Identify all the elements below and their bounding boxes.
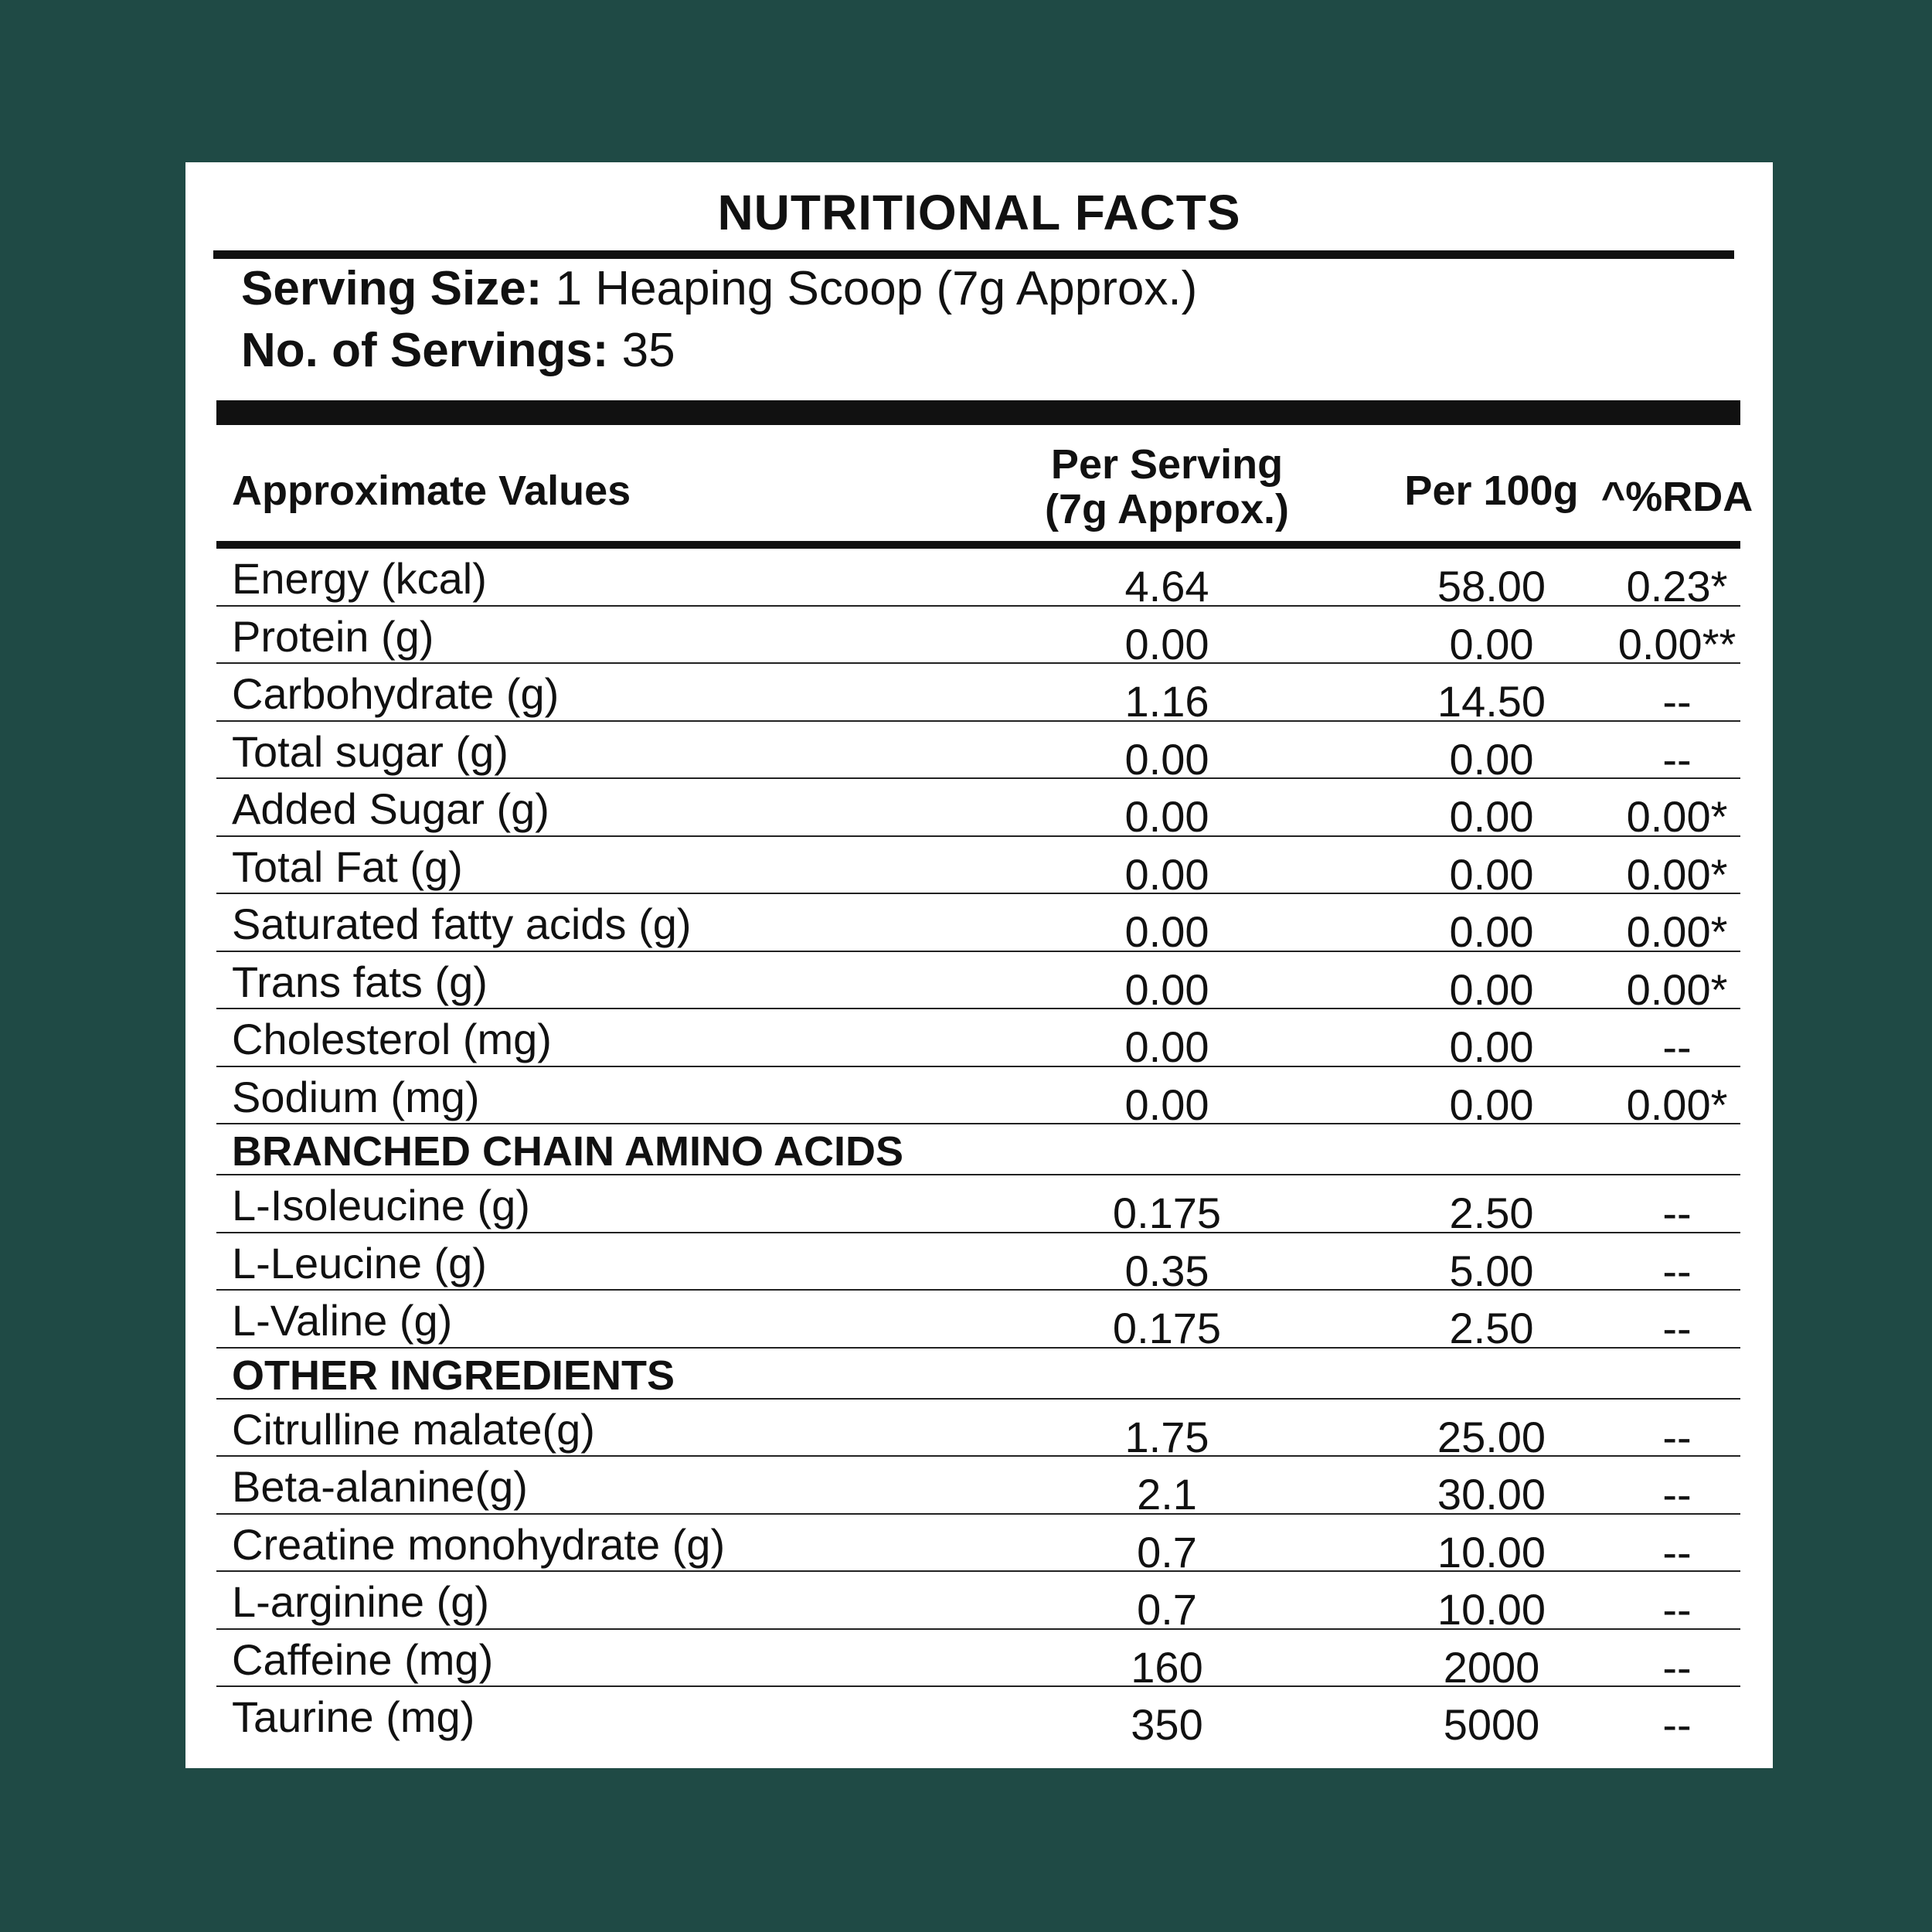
section-other-ingredients xyxy=(216,1349,1740,1400)
table-row xyxy=(216,779,1740,841)
row-rda: 0.23* xyxy=(1626,562,1728,611)
row-name: Energy (kcal) xyxy=(232,554,487,603)
table-row xyxy=(216,722,1740,784)
row-per-100g: 14.50 xyxy=(1437,677,1546,726)
servings-count-value: 35 xyxy=(608,324,675,377)
table-row xyxy=(216,1009,1740,1071)
table-row xyxy=(216,1067,1740,1129)
row-per-100g: 5.00 xyxy=(1449,1246,1534,1295)
row-per-serving: 1.75 xyxy=(1124,1412,1209,1461)
row-rda: -- xyxy=(1662,1189,1692,1237)
serving-size xyxy=(241,261,1197,316)
row-name: Protein (g) xyxy=(232,611,434,661)
row-per-serving: 0.00 xyxy=(1124,907,1209,956)
row-per-100g: 25.00 xyxy=(1437,1412,1546,1461)
row-per-serving: 0.00 xyxy=(1124,849,1209,899)
serving-size-label: Serving Size: xyxy=(241,262,543,315)
row-rda: -- xyxy=(1662,1022,1692,1071)
row-per-serving: 2.1 xyxy=(1137,1470,1197,1519)
row-name: Caffeine (mg) xyxy=(232,1634,494,1684)
row-name: Beta-alanine(g) xyxy=(232,1462,528,1511)
row-per-serving: 0.35 xyxy=(1124,1246,1209,1295)
table-row xyxy=(216,1175,1740,1237)
row-rda: 0.00* xyxy=(1626,792,1728,841)
row-per-serving: 0.00 xyxy=(1124,1080,1209,1129)
table-row xyxy=(216,1291,1740,1352)
nutrition-table xyxy=(216,549,1740,1749)
row-per-100g: 58.00 xyxy=(1437,562,1546,611)
row-rda: -- xyxy=(1662,1700,1692,1749)
row-per-100g: 0.00 xyxy=(1449,619,1534,668)
section-heading: OTHER INGREDIENTS xyxy=(232,1352,675,1399)
row-name: Carbohydrate (g) xyxy=(232,669,560,718)
row-name: Total Fat (g) xyxy=(232,842,463,891)
row-per-serving: 0.175 xyxy=(1112,1304,1222,1352)
row-per-100g: 10.00 xyxy=(1437,1585,1546,1634)
page-title: NUTRITIONAL FACTS xyxy=(717,185,1241,240)
header-name: Approximate Values xyxy=(232,468,631,514)
row-per-100g: 2.50 xyxy=(1449,1304,1534,1352)
row-rda: -- xyxy=(1662,1527,1692,1577)
title-divider xyxy=(213,250,1734,259)
row-per-100g: 0.00 xyxy=(1449,1022,1534,1071)
row-rda: -- xyxy=(1662,1585,1692,1634)
nutrition-facts-panel xyxy=(185,162,1773,1768)
row-per-serving: 160 xyxy=(1131,1642,1203,1692)
section-heading: BRANCHED CHAIN AMINO ACIDS xyxy=(232,1128,903,1175)
thick-divider xyxy=(216,400,1740,425)
header-divider xyxy=(216,541,1740,549)
header-per-serving xyxy=(989,442,1345,532)
table-row xyxy=(216,1400,1740,1461)
row-per-serving: 0.7 xyxy=(1137,1527,1197,1577)
header-per-serving-line1: Per Serving xyxy=(1050,441,1284,488)
row-per-100g: 2.50 xyxy=(1449,1189,1534,1237)
table-row xyxy=(216,894,1740,956)
row-rda: -- xyxy=(1662,1246,1692,1295)
table-row xyxy=(216,1515,1740,1577)
row-per-serving: 0.00 xyxy=(1124,1022,1209,1071)
row-rda: -- xyxy=(1662,1470,1692,1519)
row-name: Added Sugar (g) xyxy=(232,784,549,833)
row-name: Total sugar (g) xyxy=(232,726,509,776)
row-rda: -- xyxy=(1662,1642,1692,1692)
row-per-100g: 5000 xyxy=(1443,1700,1540,1749)
row-per-100g: 0.00 xyxy=(1449,1080,1534,1129)
row-rda: -- xyxy=(1662,734,1692,784)
row-name: L-Leucine (g) xyxy=(232,1238,487,1287)
row-per-serving: 0.00 xyxy=(1124,619,1209,668)
header-per-100g: Per 100g xyxy=(1404,468,1579,514)
table-row xyxy=(216,1572,1740,1634)
row-rda: 0.00* xyxy=(1626,849,1728,899)
row-rda: 0.00** xyxy=(1617,619,1736,668)
row-per-serving: 0.7 xyxy=(1137,1585,1197,1634)
row-per-serving: 0.00 xyxy=(1124,792,1209,841)
row-rda: -- xyxy=(1662,1412,1692,1461)
row-per-serving: 0.00 xyxy=(1124,734,1209,784)
row-name: Cholesterol (mg) xyxy=(232,1015,552,1063)
table-row xyxy=(216,549,1740,611)
row-per-100g: 0.00 xyxy=(1449,792,1534,841)
table-row xyxy=(216,837,1740,899)
row-per-100g: 0.00 xyxy=(1449,964,1534,1014)
row-per-serving: 1.16 xyxy=(1124,677,1209,726)
table-row xyxy=(216,1687,1740,1749)
row-per-serving: 4.64 xyxy=(1124,562,1209,611)
row-name: L-Valine (g) xyxy=(232,1296,453,1345)
row-rda: 0.00* xyxy=(1626,907,1728,956)
header-rda: ^%RDA xyxy=(1600,474,1753,520)
row-per-100g: 10.00 xyxy=(1437,1527,1546,1577)
section-bcaa xyxy=(216,1124,1740,1175)
row-name: Creatine monohydrate (g) xyxy=(232,1519,726,1569)
row-name: Citrulline malate(g) xyxy=(232,1404,595,1454)
row-name: Taurine (mg) xyxy=(232,1692,475,1741)
row-per-serving: 350 xyxy=(1131,1700,1203,1749)
row-rda: 0.00* xyxy=(1626,1080,1728,1129)
table-row xyxy=(216,952,1740,1014)
row-name: L-Isoleucine (g) xyxy=(232,1181,530,1230)
row-rda: -- xyxy=(1662,1304,1692,1352)
table-row xyxy=(216,1233,1740,1295)
row-rda: 0.00* xyxy=(1626,964,1728,1014)
row-per-serving: 0.175 xyxy=(1112,1189,1222,1237)
header-per-serving-line2: (7g Approx.) xyxy=(1045,486,1289,532)
row-per-100g: 0.00 xyxy=(1449,849,1534,899)
table-row xyxy=(216,1630,1740,1692)
table-row xyxy=(216,607,1740,668)
servings-count-label: No. of Servings: xyxy=(241,324,609,377)
row-name: L-arginine (g) xyxy=(232,1577,490,1626)
table-row xyxy=(216,664,1740,726)
table-row xyxy=(216,1457,1740,1519)
row-rda: -- xyxy=(1662,677,1692,726)
row-name: Saturated fatty acids (g) xyxy=(232,900,692,948)
row-per-100g: 0.00 xyxy=(1449,907,1534,956)
row-name: Sodium (mg) xyxy=(232,1072,480,1121)
row-per-serving: 0.00 xyxy=(1124,964,1209,1014)
row-per-100g: 0.00 xyxy=(1449,734,1534,784)
row-per-100g: 2000 xyxy=(1443,1642,1540,1692)
serving-size-value: 1 Heaping Scoop (7g Approx.) xyxy=(542,262,1198,315)
row-name: Trans fats (g) xyxy=(232,957,488,1006)
servings-count xyxy=(241,323,675,378)
row-per-100g: 30.00 xyxy=(1437,1470,1546,1519)
